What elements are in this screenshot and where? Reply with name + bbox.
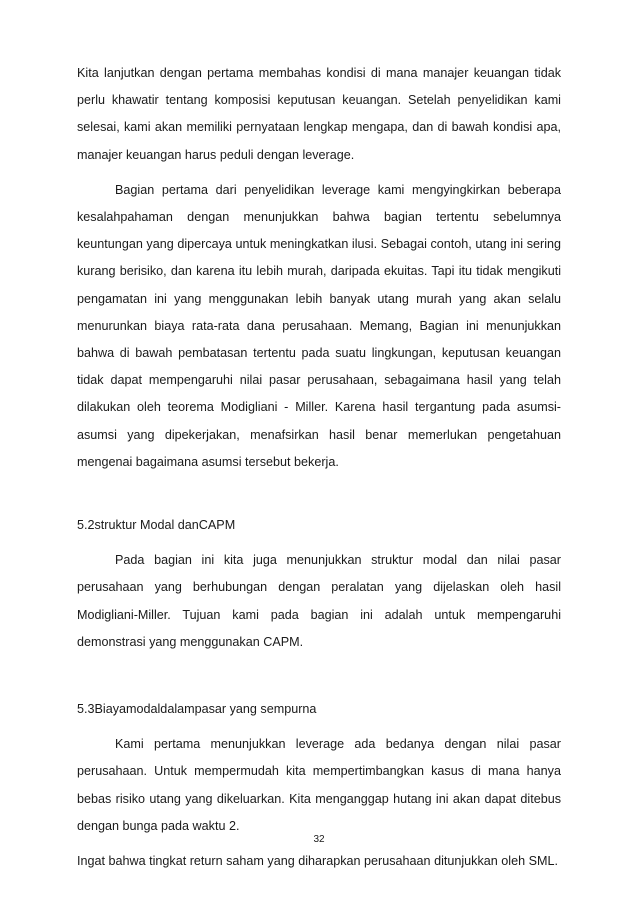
page-number: 32: [313, 834, 325, 845]
paragraph-leverage: Bagian pertama dari penyelidikan leverage kami mengyingkirkan beberapa kesalahpahaman dengan menunjukkan bahwa bagian tertentu sebelumnya keuntungan yang dipercaya untuk meningkatkan ilusi. Sebagai contoh, utang ini sering kurang berisiko, dan karena itu lebih murah, daripada ekuitas. Tapi itu tidak mengikuti pengamatan ini yang menggunakan lebih banyak utang murah yang akan selalu menurunkan biaya rata-rata dana perusahaan. Memang, Bagian ini menunjukkan bahwa di bawah pembatasan tertentu pada suatu lingkungan, keputusan keuangan tidak dapat mempengaruhi nilai pasar perusahaan, sebagaimana hasil yang telah dilakukan oleh teorema Modigliani - Miller. Karena hasil tergantung pada asumsi-asumsi yang dipekerjakan, menafsirkan hasil benar memerlukan pengetahuan mengenai bagaimana asumsi tersebut bekerja.: [77, 182, 561, 469]
paragraph-intro: Kita lanjutkan dengan pertama membahas kondisi di mana manajer keuangan tidak perlu khawatir tentang komposisi keputusan keuangan. Setelah penyelidikan kami selesai, kami akan memiliki pernyataan lengkap mengapa, dan di bawah kondisi apa, manajer keuangan harus peduli dengan leverage.: [77, 66, 561, 162]
paragraph-sml: Ingat bahwa tingkat return saham yang diharapkan perusahaan ditunjukkan oleh SML.: [77, 854, 558, 869]
paragraph-perfect-market: Kami pertama menunjukkan leverage ada bedanya dengan nilai pasar perusahaan. Untuk mempermudah kita mempertimbangkan kasus di mana hanya bebas risiko utang yang dikeluarkan. Kita menganggap hutang ini akan dapat ditebus dengan bunga pada waktu 2.: [77, 737, 561, 833]
paragraph-capm: Pada bagian ini kita juga menunjukkan struktur modal dan nilai pasar perusahaan yang berhubungan dengan peralatan yang dijelaskan oleh hasil Modigliani-Miller. Tujuan kami pada bagian ini adalah untuk mempengaruhi demonstrasi yang menggunakan CAPM.: [77, 553, 561, 649]
section-heading-5-3: 5.3Biayamodaldalampasar yang sempurna: [77, 702, 317, 717]
page-body: [77, 60, 561, 875]
section-heading-5-2: 5.2struktur Modal danCAPM: [77, 518, 236, 533]
